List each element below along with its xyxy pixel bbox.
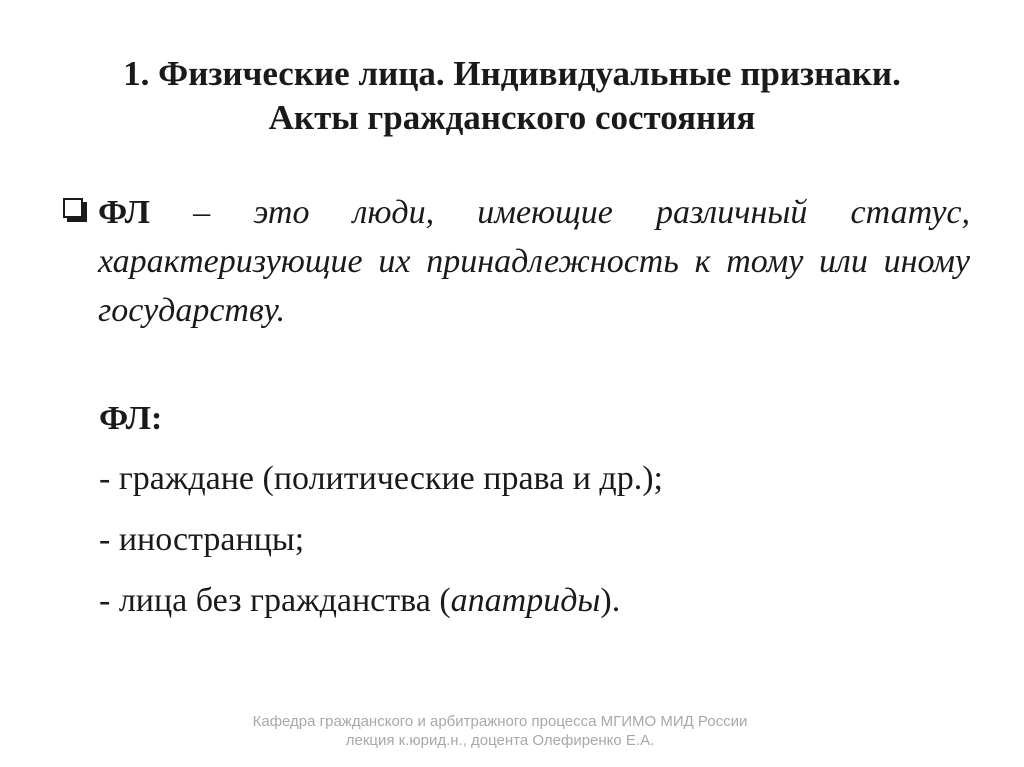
checkbox-bullet-icon <box>63 198 83 218</box>
definition-bullet <box>62 188 970 335</box>
definition-term: ФЛ <box>98 194 150 231</box>
slide-title <box>40 52 984 140</box>
title-line-1: 1. Физические лица. Индивидуальные признаки. <box>123 54 901 93</box>
list-item-citizens: - граждане (политические права и др.); <box>99 460 663 497</box>
list-item-foreigners: - иностранцы; <box>99 521 305 558</box>
list-item-stateless-term: апатриды <box>450 582 601 619</box>
definition-body: – это люди, имеющие различный статус, характеризующие их принадлежность к тому или иному государству. <box>98 194 970 329</box>
list-item-stateless-suffix: ). <box>600 582 621 619</box>
footer-line-1: Кафедра гражданского и арбитражного процесса МГИМО МИД России <box>252 713 748 730</box>
list-heading: ФЛ: <box>99 400 163 437</box>
categories-list <box>99 396 959 639</box>
footer-line-2: лекция к.юрид.н., доцента Олефиренко Е.А. <box>345 732 655 749</box>
list-item-stateless-prefix: - лица без гражданства ( <box>99 582 451 619</box>
title-line-2: Акты гражданского состояния <box>268 98 756 137</box>
definition-text <box>98 188 970 335</box>
slide-footer <box>140 712 860 750</box>
list-item-stateless <box>99 578 959 624</box>
bullet-row <box>62 188 970 335</box>
